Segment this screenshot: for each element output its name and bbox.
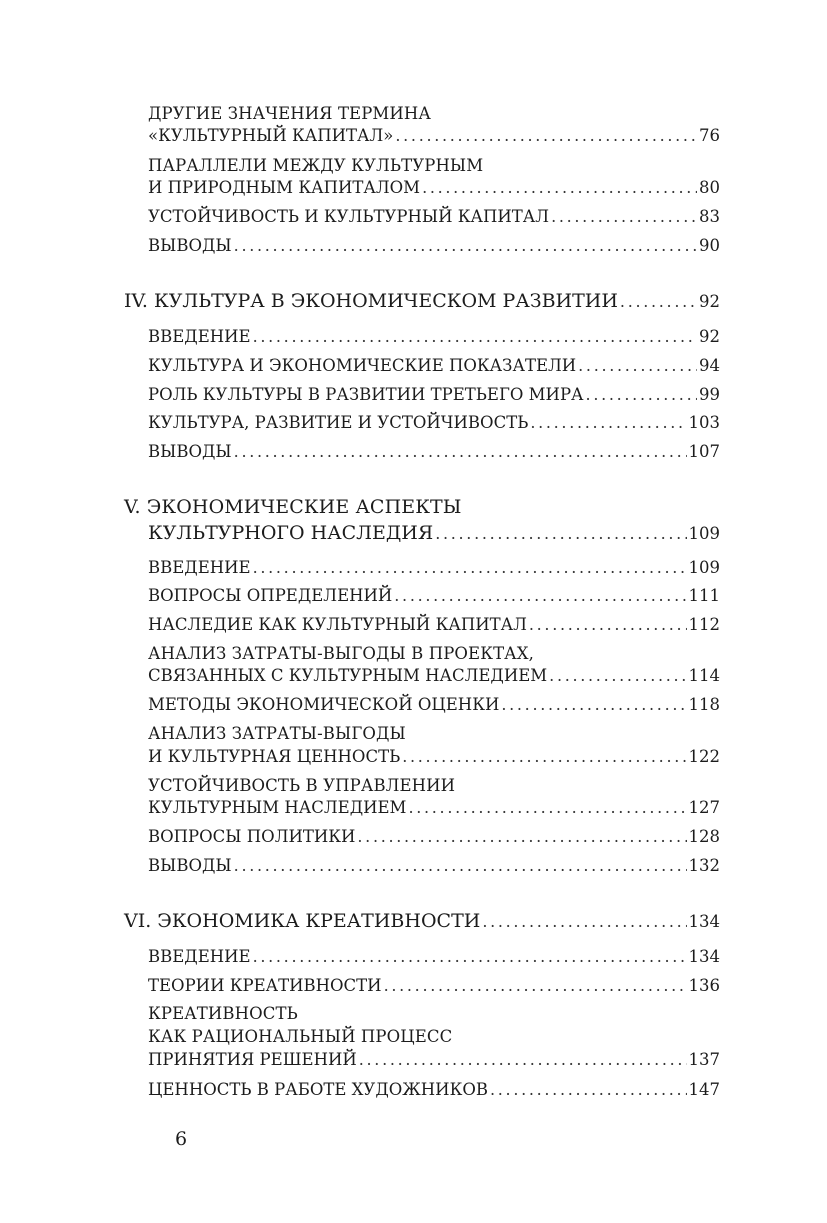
toc-entry-title: ВОПРОСЫ ОПРЕДЕЛЕНИЙ	[148, 586, 393, 605]
dot-leader	[357, 826, 686, 848]
toc-entry-title: ВВЕДЕНИЕ	[148, 558, 251, 577]
dot-leader	[549, 665, 686, 687]
toc-page-number: 103	[688, 413, 720, 432]
toc-entry-title: КУЛЬТУРНЫМ НАСЛЕДИЕМ	[148, 798, 407, 817]
toc-entry-leader-line	[148, 1049, 720, 1071]
dot-leader	[253, 946, 687, 968]
toc-page-number: 94	[699, 356, 720, 375]
toc-entry-title: МЕТОДЫ ЭКОНОМИЧЕСКОЙ ОЦЕНКИ	[148, 695, 500, 714]
toc-entry-title: АНАЛИЗ ЗАТРАТЫ-ВЫГОДЫ	[148, 724, 406, 743]
toc-entry-title: КУЛЬТУРА, РАЗВИТИЕ И УСТОЙЧИВОСТЬ	[148, 413, 529, 432]
toc-entry-title: ВВЕДЕНИЕ	[148, 947, 251, 966]
toc-entry-title: «КУЛЬТУРНЫЙ КАПИТАЛ»	[148, 126, 394, 145]
dot-leader	[359, 1049, 687, 1071]
toc-page-number: 92	[699, 327, 720, 346]
dot-leader	[490, 1079, 687, 1101]
toc-entry-leader-line	[148, 1079, 720, 1101]
toc-chapter-leader-line	[148, 520, 720, 547]
toc-page-number: 118	[688, 695, 720, 714]
toc-entry-title: УСТОЙЧИВОСТЬ В УПРАВЛЕНИИ	[148, 776, 456, 795]
toc-entry-leader-line	[148, 746, 720, 768]
toc-page-number: 111	[688, 586, 720, 605]
toc-entry-title: ДРУГИЕ ЗНАЧЕНИЯ ТЕРМИНА	[148, 104, 431, 123]
toc-page-number: 92	[699, 292, 720, 311]
toc-page-number: 114	[688, 666, 720, 685]
dot-leader	[253, 326, 697, 348]
toc-page-number: 112	[688, 615, 720, 634]
toc-page-number: 83	[699, 207, 720, 226]
toc-page-number: 134	[688, 947, 720, 966]
toc-entry-leader-line	[148, 797, 720, 819]
dot-leader	[234, 235, 697, 257]
toc-entry-title: ТЕОРИИ КРЕАТИВНОСТИ	[148, 976, 382, 995]
dot-leader	[395, 125, 697, 147]
dot-leader	[422, 177, 697, 199]
toc-entry-leader-line	[148, 975, 720, 997]
dot-leader	[394, 585, 686, 607]
toc-entry-title: ВВЕДЕНИЕ	[148, 327, 251, 346]
dot-leader	[620, 289, 697, 315]
toc-page-number: 80	[699, 178, 720, 197]
toc-entry-title: КУЛЬТУРА И ЭКОНОМИЧЕСКИЕ ПОКАЗАТЕЛИ	[148, 356, 577, 375]
toc-entry-leader-line	[148, 326, 720, 348]
toc-entry-leader-line	[148, 665, 720, 687]
dot-leader	[551, 206, 697, 228]
toc-chapter-leader-line	[124, 288, 720, 315]
toc-entry-leader-line	[148, 125, 720, 147]
dot-leader	[384, 975, 687, 997]
toc-entry-leader-line	[148, 355, 720, 377]
toc-page-number: 99	[699, 385, 720, 404]
toc-page-number: 137	[688, 1050, 720, 1069]
dot-leader	[234, 855, 687, 877]
toc-page-number: 134	[688, 912, 720, 931]
toc-entry-title: ПАРАЛЛЕЛИ МЕЖДУ КУЛЬТУРНЫМ	[148, 156, 484, 175]
toc-entry-leader-line	[148, 441, 720, 463]
toc-entry-title: УСТОЙЧИВОСТЬ И КУЛЬТУРНЫЙ КАПИТАЛ	[148, 207, 550, 226]
toc-entry-title: И КУЛЬТУРНАЯ ЦЕННОСТЬ	[148, 747, 401, 766]
toc-page-number: 136	[688, 976, 720, 995]
toc-entry-leader-line	[148, 946, 720, 968]
toc-page-number: 90	[699, 236, 720, 255]
dot-leader	[402, 746, 686, 768]
toc-entry-title: ПРИНЯТИЯ РЕШЕНИЙ	[148, 1050, 357, 1069]
toc-page-number: 128	[688, 827, 720, 846]
toc-entry-title: НАСЛЕДИЕ КАК КУЛЬТУРНЫЙ КАПИТАЛ	[148, 615, 527, 634]
toc-entry-leader-line	[148, 694, 720, 716]
toc-entry-leader-line	[148, 412, 720, 434]
toc-entry-title: ВЫВОДЫ	[148, 236, 232, 255]
toc-entry-title: И ПРИРОДНЫМ КАПИТАЛОМ	[148, 178, 421, 197]
dot-leader	[435, 521, 686, 547]
toc-chapter-title: КУЛЬТУРНОГО НАСЛЕДИЯ	[148, 522, 434, 544]
toc-entry-title: ВОПРОСЫ ПОЛИТИКИ	[148, 827, 356, 846]
dot-leader	[586, 384, 697, 406]
toc-entry-title: КАК РАЦИОНАЛЬНЫЙ ПРОЦЕСС	[148, 1027, 453, 1046]
toc-chapter-title: V. ЭКОНОМИЧЕСКИЕ АСПЕКТЫ	[124, 496, 462, 518]
toc-chapter-leader-line	[124, 908, 720, 935]
dot-leader	[253, 557, 687, 579]
page-number: 6	[175, 1128, 188, 1150]
toc-entry-leader-line	[148, 585, 720, 607]
toc-entry-title: КРЕАТИВНОСТЬ	[148, 1004, 298, 1023]
toc-page-number: 109	[688, 558, 720, 577]
toc-page-number: 122	[688, 747, 720, 766]
dot-leader	[578, 355, 697, 377]
toc-entry-leader-line	[148, 855, 720, 877]
toc-page-number: 76	[699, 126, 720, 145]
dot-leader	[530, 412, 686, 434]
toc-entry-title: СВЯЗАННЫХ С КУЛЬТУРНЫМ НАСЛЕДИЕМ	[148, 666, 548, 685]
toc-page-number: 109	[688, 524, 720, 543]
dot-leader	[529, 614, 687, 636]
toc-entry-title: РОЛЬ КУЛЬТУРЫ В РАЗВИТИИ ТРЕТЬЕГО МИРА	[148, 385, 584, 404]
toc-entry-leader-line	[148, 557, 720, 579]
dot-leader	[482, 909, 686, 935]
toc-chapter-title: IV. КУЛЬТУРА В ЭКОНОМИЧЕСКОМ РАЗВИТИИ	[124, 290, 618, 312]
toc-entry-title: ВЫВОДЫ	[148, 856, 232, 875]
toc-page-number: 127	[688, 798, 720, 817]
toc-page-number: 147	[688, 1080, 720, 1099]
toc-entry-title: ЦЕННОСТЬ В РАБОТЕ ХУДОЖНИКОВ	[148, 1080, 488, 1099]
toc-entry-leader-line	[148, 384, 720, 406]
dot-leader	[501, 694, 686, 716]
toc-entry-leader-line	[148, 235, 720, 257]
toc-entry-leader-line	[148, 206, 720, 228]
toc-entry-title: АНАЛИЗ ЗАТРАТЫ-ВЫГОДЫ В ПРОЕКТАХ,	[148, 644, 534, 663]
toc-entry-leader-line	[148, 826, 720, 848]
dot-leader	[408, 797, 686, 819]
toc-entry-leader-line	[148, 177, 720, 199]
toc-page-number: 132	[688, 856, 720, 875]
toc-entry-title: ВЫВОДЫ	[148, 442, 232, 461]
toc-chapter-title: VI. ЭКОНОМИКА КРЕАТИВНОСТИ	[124, 910, 481, 932]
dot-leader	[234, 441, 687, 463]
toc-entry-leader-line	[148, 614, 720, 636]
toc-page-number: 107	[688, 442, 720, 461]
